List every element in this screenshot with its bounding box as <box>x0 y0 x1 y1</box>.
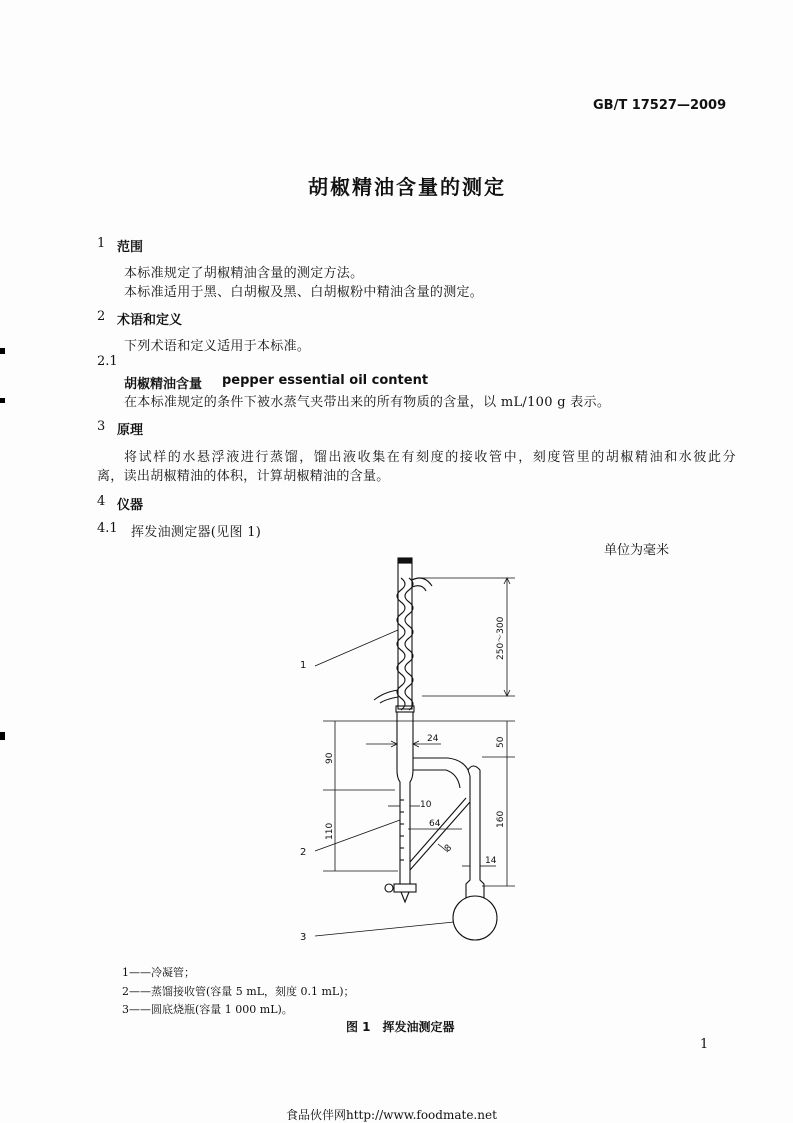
dim-8: 8 <box>443 842 455 855</box>
paragraph: 将试样的水悬浮液进行蒸馏，馏出液收集在有刻度的接收管中，刻度管里的胡椒精油和水彼此分 <box>124 450 738 465</box>
side-arm <box>413 758 470 776</box>
callout-3: 3 <box>300 932 307 943</box>
definition: 在本标准规定的条件下被水蒸气夹带出来的所有物质的含量，以 mL/100 g 表示。 <box>124 395 611 410</box>
dim-160: 160 <box>496 810 506 828</box>
page-number: 1 <box>700 1037 709 1052</box>
condenser-inlet <box>374 690 398 700</box>
dim-90: 90 <box>325 752 335 764</box>
flask-bulb <box>453 896 497 940</box>
receiver-graduations <box>400 800 404 860</box>
section-number: 2 <box>97 309 106 324</box>
condenser-inlet <box>380 697 398 703</box>
flask-neck <box>480 868 484 898</box>
standard-number: GB/T 17527—2009 <box>593 98 727 113</box>
dim-14: 14 <box>485 856 497 866</box>
paragraph: 下列术语和定义适用于本标准。 <box>124 339 311 354</box>
section-number: 1 <box>97 236 106 251</box>
section-number: 4 <box>97 494 106 509</box>
legend-item: 2——蒸馏接收管(容量 5 mL，刻度 0.1 mL)； <box>122 985 355 998</box>
flask-neck <box>466 868 470 898</box>
receiver-tip <box>400 876 410 902</box>
receiver-tube <box>410 712 413 876</box>
condenser-outlet <box>412 578 432 586</box>
unit-note: 单位为毫米 <box>604 543 670 558</box>
return-tube <box>410 798 466 862</box>
callout-1: 1 <box>300 660 307 671</box>
legend-item: 3——圆底烧瓶(容量 1 000 mL)。 <box>122 1003 293 1016</box>
paragraph: 本标准规定了胡椒精油含量的测定方法。 <box>124 266 364 281</box>
callout-2: 2 <box>300 847 307 858</box>
condenser-outlet <box>412 586 426 591</box>
footer-watermark: 食品伙伴网http://www.foodmate.net <box>286 1108 497 1122</box>
dim-50: 50 <box>496 736 506 748</box>
term-english: pepper essential oil content <box>222 373 429 388</box>
stopcock <box>394 884 416 892</box>
term-chinese: 胡椒精油含量 <box>124 377 203 392</box>
section-heading: 术语和定义 <box>117 313 183 328</box>
stopcock-knob <box>385 884 393 892</box>
section-heading: 仪器 <box>117 498 144 513</box>
subsection-number: 2.1 <box>97 354 118 369</box>
dim-10: 10 <box>420 800 432 810</box>
section-heading: 原理 <box>117 423 144 438</box>
paragraph: 本标准适用于黑、白胡椒及黑、白胡椒粉中精油含量的测定。 <box>124 285 484 300</box>
section-heading: 范围 <box>117 240 144 255</box>
dim-110: 110 <box>325 822 335 840</box>
dim-64: 64 <box>429 819 441 829</box>
receiver-tube <box>397 712 400 876</box>
return-tube <box>410 802 470 870</box>
subsection-number: 4.1 <box>97 521 118 536</box>
subsection-text: 挥发油测定器(见图 1) <box>131 525 262 540</box>
dim-250-300: 250～300 <box>496 616 506 660</box>
figure-caption: 图 1 挥发油测定器 <box>346 1020 455 1034</box>
side-arm <box>468 766 480 770</box>
legend-item: 1——冷凝管； <box>122 966 195 979</box>
side-arm <box>413 770 460 788</box>
condenser-stopper <box>398 558 412 563</box>
section-number: 3 <box>97 419 106 434</box>
page-title: 胡椒精油含量的测定 <box>308 175 506 199</box>
paragraph: 离，读出胡椒精油的体积，计算胡椒精油的含量。 <box>97 469 390 484</box>
dim-24: 24 <box>427 734 439 744</box>
